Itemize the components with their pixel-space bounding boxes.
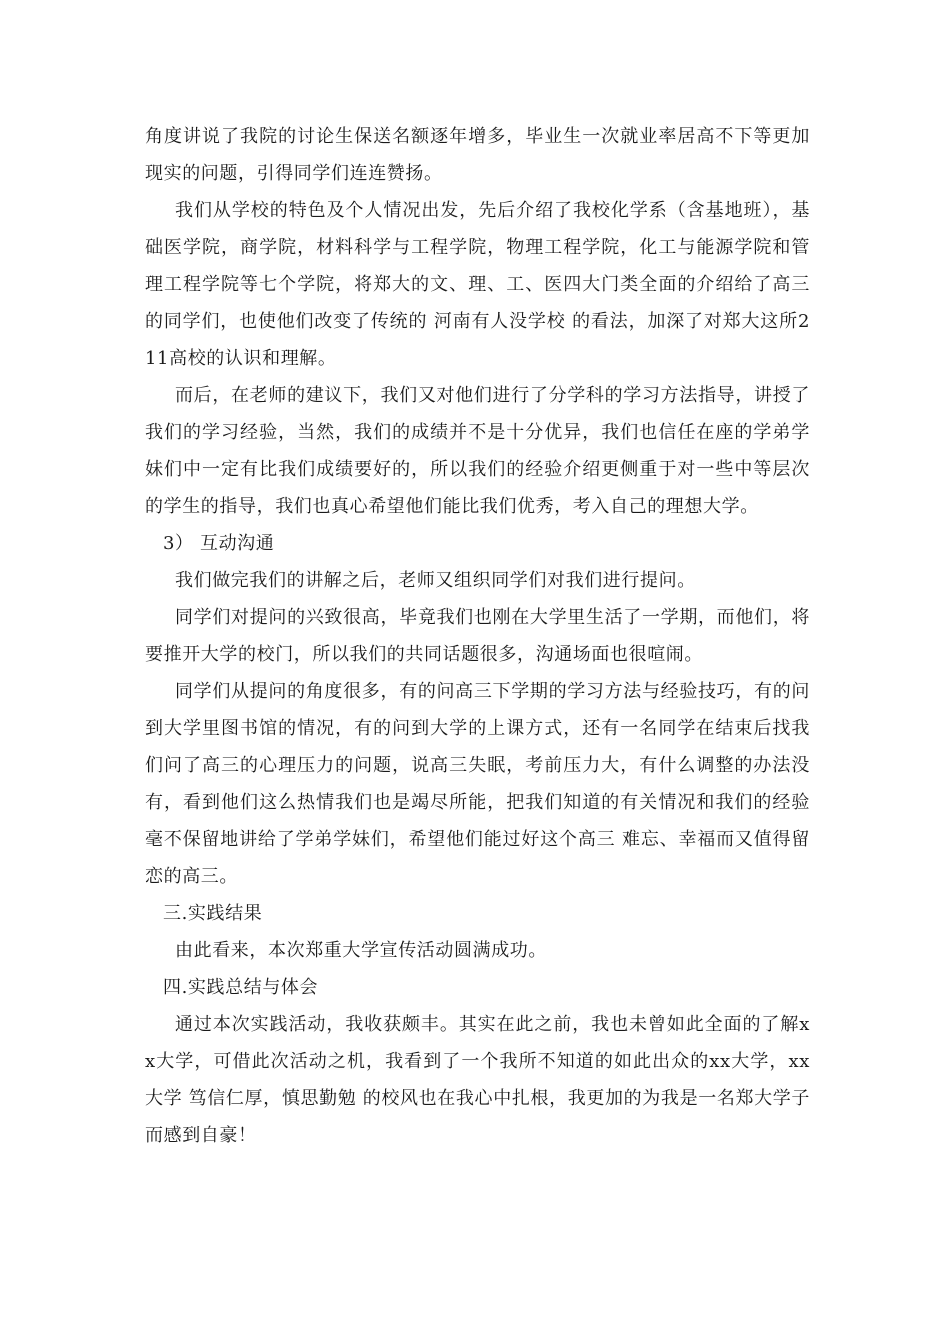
section-heading-results: 三.实践结果 — [163, 903, 263, 924]
section-heading-interaction: 3） 互动沟通 — [163, 533, 275, 554]
paragraph-success: 由此看来，本次郑重大学宣传活动圆满成功。 — [175, 940, 547, 961]
paragraph-interest: 同学们对提问的兴致很高，毕竟我们也刚在大学里生活了一学期，而他们，将要推开大学的校门，所以我们的共同话题很多，沟通场面也很喧闹。 — [145, 607, 810, 665]
paragraph-reflection: 通过本次实践活动，我收获颇丰。其实在此之前，我也未曾如此全面的了解xx大学，可借此次活动之机，我看到了一个我所不知道的如此出众的xx大学，xx大学 笃信仁厚，慎思勤勉 的校风也在我心中扎根，我更加的为我是一名郑大学子而感到自豪！ — [145, 1014, 810, 1146]
section-heading-summary: 四.实践总结与体会 — [163, 977, 319, 998]
document-body — [145, 118, 810, 1154]
paragraph-questions: 我们做完我们的讲解之后，老师又组织同学们对我们进行提问。 — [175, 570, 696, 591]
paragraph-colleges: 我们从学校的特色及个人情况出发，先后介绍了我校化学系（含基地班），基础医学院，商学院，材料科学与工程学院，物理工程学院，化工与能源学院和管理工程学院等七个学院，将郑大的文、理、工、医四大门类全面的介绍给了高三的同学们，也使他们改变了传统的 河南有人没学校 的看法，加深了对郑大这所211高校的认识和理解。 — [145, 200, 810, 369]
paragraph-employment: 角度讲说了我院的讨论生保送名额逐年增多，毕业生一次就业率居高不下等更加现实的问题，引得同学们连连赞扬。 — [145, 126, 810, 184]
paragraph-question-topics: 同学们从提问的角度很多，有的问高三下学期的学习方法与经验技巧，有的问到大学里图书馆的情况，有的问到大学的上课方式，还有一名同学在结束后找我们问了高三的心理压力的问题，说高三失眠，考前压力大，有什么调整的办法没有，看到他们这么热情我们也是竭尽所能，把我们知道的有关情况和我们的经验毫不保留地讲给了学弟学妹们，希望他们能过好这个高三 难忘、幸福而又值得留恋的高三。 — [145, 681, 810, 887]
paragraph-study-guidance: 而后，在老师的建议下，我们又对他们进行了分学科的学习方法指导，讲授了我们的学习经验，当然，我们的成绩并不是十分优异，我们也信任在座的学弟学妹们中一定有比我们成绩要好的，所以我们的经验介绍更侧重于对一些中等层次的学生的指导，我们也真心希望他们能比我们优秀，考入自己的理想大学。 — [145, 385, 810, 517]
